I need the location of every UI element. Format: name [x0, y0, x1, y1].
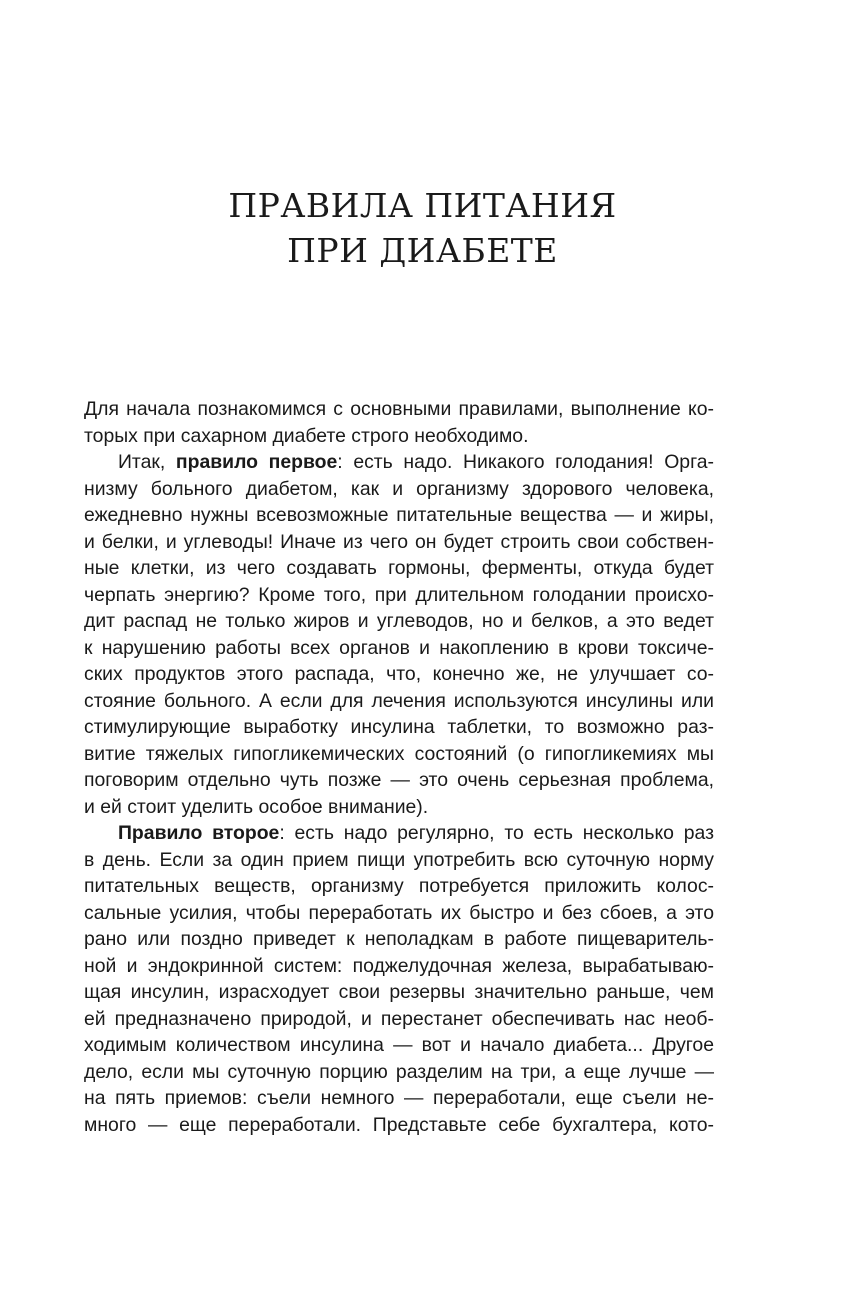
- text-line: на пять приемов: съели немного — переработали, еще съели не-: [84, 1087, 714, 1109]
- text-line: много — еще переработали. Представьте себе бухгалтера, кото-: [84, 1113, 714, 1136]
- text-line: рано или поздно приведет к неполадкам в работе пищеваритель-: [84, 928, 714, 950]
- text-line: стимулирующие выработку инсулина таблетки, то возможно раз-: [84, 716, 714, 738]
- paragraph-rule-one: [84, 449, 714, 820]
- text-line: ные клетки, из чего создавать гормоны, ферменты, откуда будет: [84, 557, 714, 579]
- text-line: ходимым количеством инсулина — вот и начало диабета... Другое: [84, 1034, 714, 1056]
- paragraph-intro: [84, 396, 714, 449]
- text-line: щая инсулин, израсходует свои резервы значительно раньше, чем: [84, 981, 714, 1003]
- text-line: низму больного диабетом, как и организму здорового человека,: [84, 477, 714, 500]
- text-line: к нарушению работы всех органов и накоплению в крови токсиче-: [84, 636, 714, 659]
- text-line: питательных веществ, организму потребуется приложить колос-: [84, 875, 714, 897]
- text-line: сальные усилия, чтобы переработать их быстро и без сбоев, а это: [84, 901, 714, 924]
- paragraph-rule-two: [84, 820, 714, 1138]
- text-line: витие тяжелых гипогликемических состояний (о гипогликемиях мы: [84, 742, 714, 765]
- text-line: стояние больного. А если для лечения используются инсулины или: [84, 689, 714, 712]
- text-line: [84, 449, 714, 476]
- text-line: ежедневно нужны всевозможные питательные вещества — и жиры,: [84, 504, 714, 526]
- lead-text: Итак,: [118, 451, 176, 473]
- body-text: [84, 396, 714, 1138]
- rule-two-term: Правило второе: [118, 822, 280, 844]
- text-line: ских продуктов этого распада, что, конечно же, не улучшает со-: [84, 663, 714, 685]
- text-line: ей предназначено природой, и перестанет обеспечивать нас необ-: [84, 1007, 714, 1030]
- lead-text: : есть надо. Никакого голодания! Орга-: [337, 451, 714, 473]
- text-line: дит распад не только жиров и углеводов, но и белков, а это ведет: [84, 610, 714, 632]
- text-line: дело, если мы суточную порцию разделим на три, а еще лучше —: [84, 1060, 714, 1083]
- chapter-title-line-1: ПРАВИЛА ПИТАНИЯ: [228, 186, 617, 225]
- text-line: торых при сахарном диабете строго необходимо.: [84, 424, 529, 447]
- text-line: и белки, и углеводы! Иначе из чего он будет строить свои собствен-: [84, 530, 714, 553]
- text-line: [84, 820, 714, 847]
- text-line: Для начала познакомимся с основными правилами, выполнение ко-: [84, 398, 714, 420]
- text-line: и ей стоит уделить особое внимание).: [84, 795, 429, 818]
- chapter-title-line-2: ПРИ ДИАБЕТЕ: [287, 231, 558, 270]
- text-line: поговорим отдельно чуть позже — это очень серьезная проблема,: [84, 769, 714, 791]
- text-line: черпать энергию? Кроме того, при длительном голодании происхо-: [84, 583, 714, 606]
- lead-text: : есть надо регулярно, то есть несколько раз: [279, 822, 714, 844]
- rule-one-term: правило первое: [175, 451, 338, 473]
- chapter-title: [0, 183, 845, 273]
- text-line: в день. Если за один прием пищи употребить всю суточную норму: [84, 848, 714, 871]
- text-line: ной и эндокринной систем: поджелудочная железа, вырабатываю-: [84, 954, 714, 977]
